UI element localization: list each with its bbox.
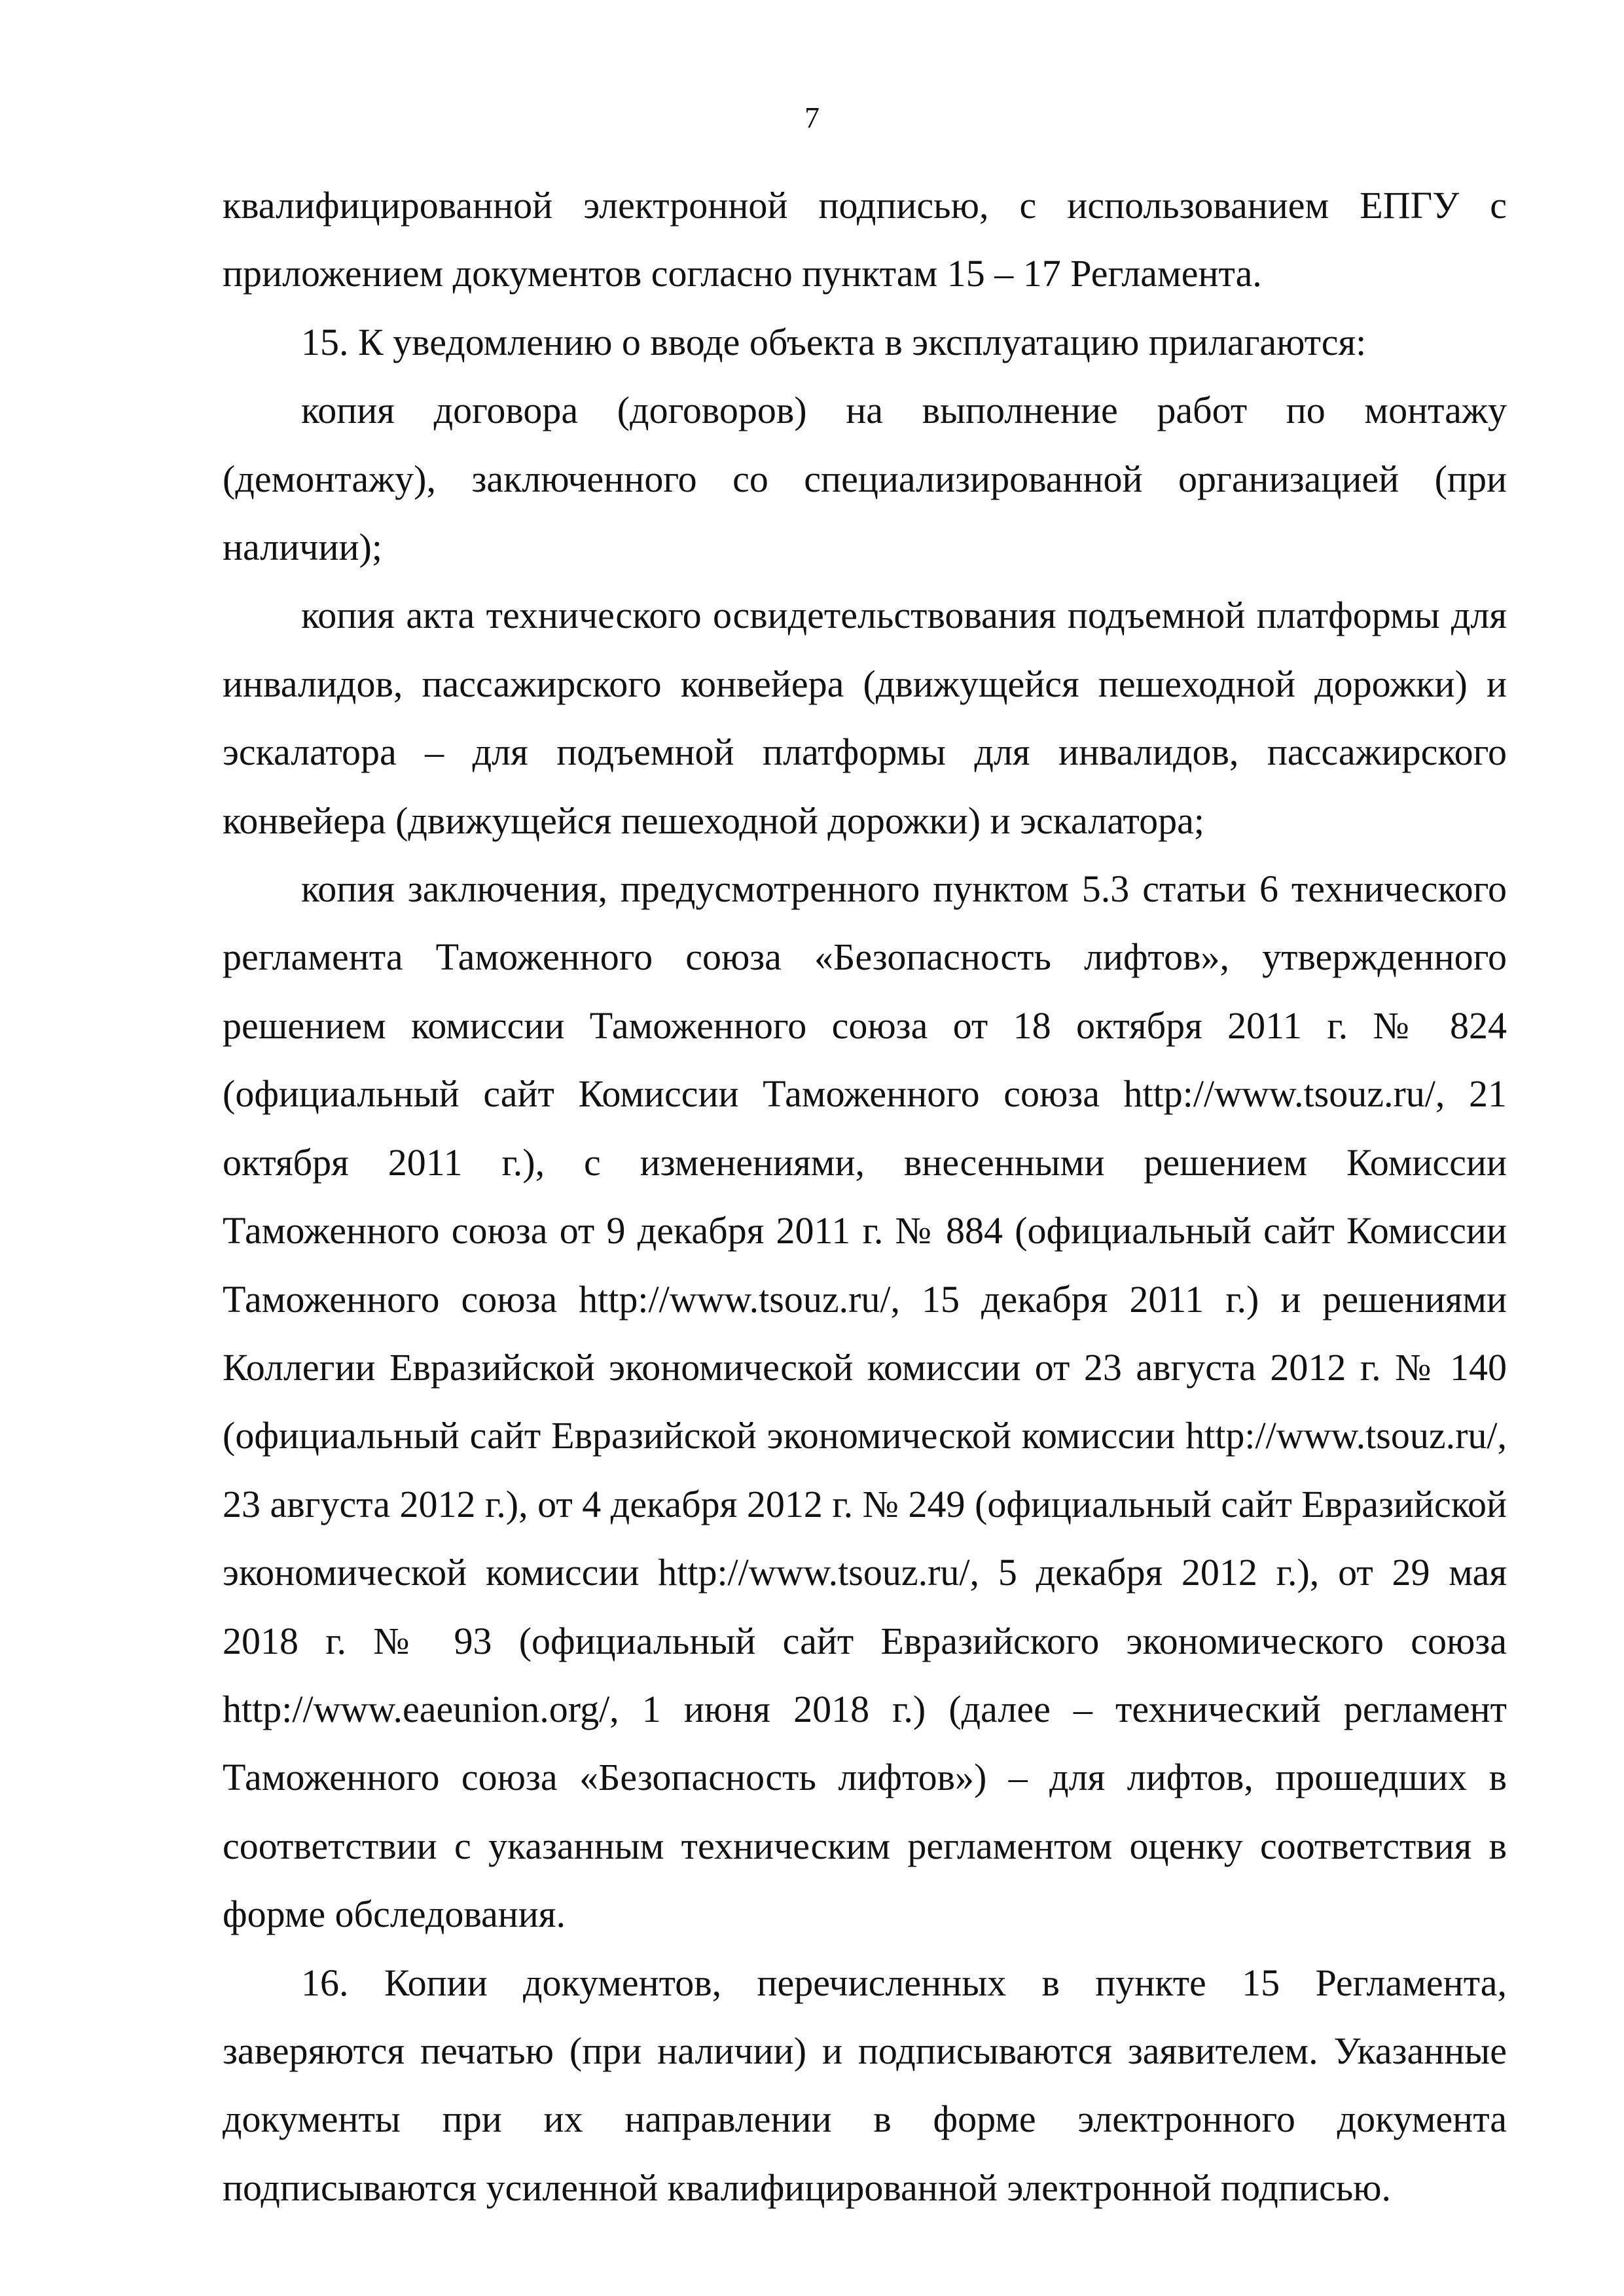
paragraph-conclusion-copy: копия заключения, предусмотренного пунктом 5.3 статьи 6 технического регламента Таможенного союза «Безопасность лифтов», утвержденного решением комиссии Таможенного союза от 18 октября 2011 г. № 824 (официальный сайт Комиссии Таможенного союза http://www.tsouz.ru/, 21 октября 2011 г.), с изменениями, внесенными решением Комиссии Таможенного союза от 9 декабря 2011 г. № 884 (официальный сайт Комиссии Таможенного союза http://www.tsouz.ru/, 15 декабря 2011 г.) и решениями Коллегии Евразийской экономической комиссии от 23 августа 2012 г. № 140 (официальный сайт Евразийской экономической комиссии http://www.tsouz.ru/, 23 августа 2012 г.), от 4 декабря 2012 г. № 249 (официальный сайт Евразийской экономической комиссии http://www.tsouz.ru/, 5 декабря 2012 г.), от 29 мая 2018 г. № 93 (официальный сайт Евразийского экономического союза http://www.eaeunion.org/, 1 июня 2018 г.) (далее – технический регламент Таможенного союза «Безопасность лифтов») – для лифтов, прошедших в соответствии с указанным техническим регламентом оценку соответствия в форме обследования.: [223, 867, 1507, 1936]
paragraph-continuation: квалифицированной электронной подписью, с использованием ЕПГУ с приложением документов согласно пунктам 15 – 17 Регламента.: [223, 184, 1507, 295]
paragraph-item-15: 15. К уведомлению о вводе объекта в эксплуатацию прилагаются:: [301, 320, 1367, 363]
paragraph-contract-copy: копия договора (договоров) на выполнение работ по монтажу (демонтажу), заключенного со специализированной организацией (при наличии);: [223, 389, 1507, 569]
page-number: 7: [804, 101, 820, 134]
paragraph-inspection-act-copy: копия акта технического освидетельствования подъемной платформы для инвалидов, пассажирского конвейера (движущейся пешеходной дорожки) и эскалатора – для подъемной платформы для инвалидов, пассажирского конвейера (движущейся пешеходной дорожки) и эскалатора;: [223, 594, 1507, 842]
document-body: [223, 172, 1507, 2222]
paragraph-item-16: 16. Копии документов, перечисленных в пункте 15 Регламента, заверяются печатью (при наличии) и подписываются заявителем. Указанные документы при их направлении в форме электронного документа подписываются усиленной квалифицированной электронной подписью.: [223, 1961, 1507, 2209]
